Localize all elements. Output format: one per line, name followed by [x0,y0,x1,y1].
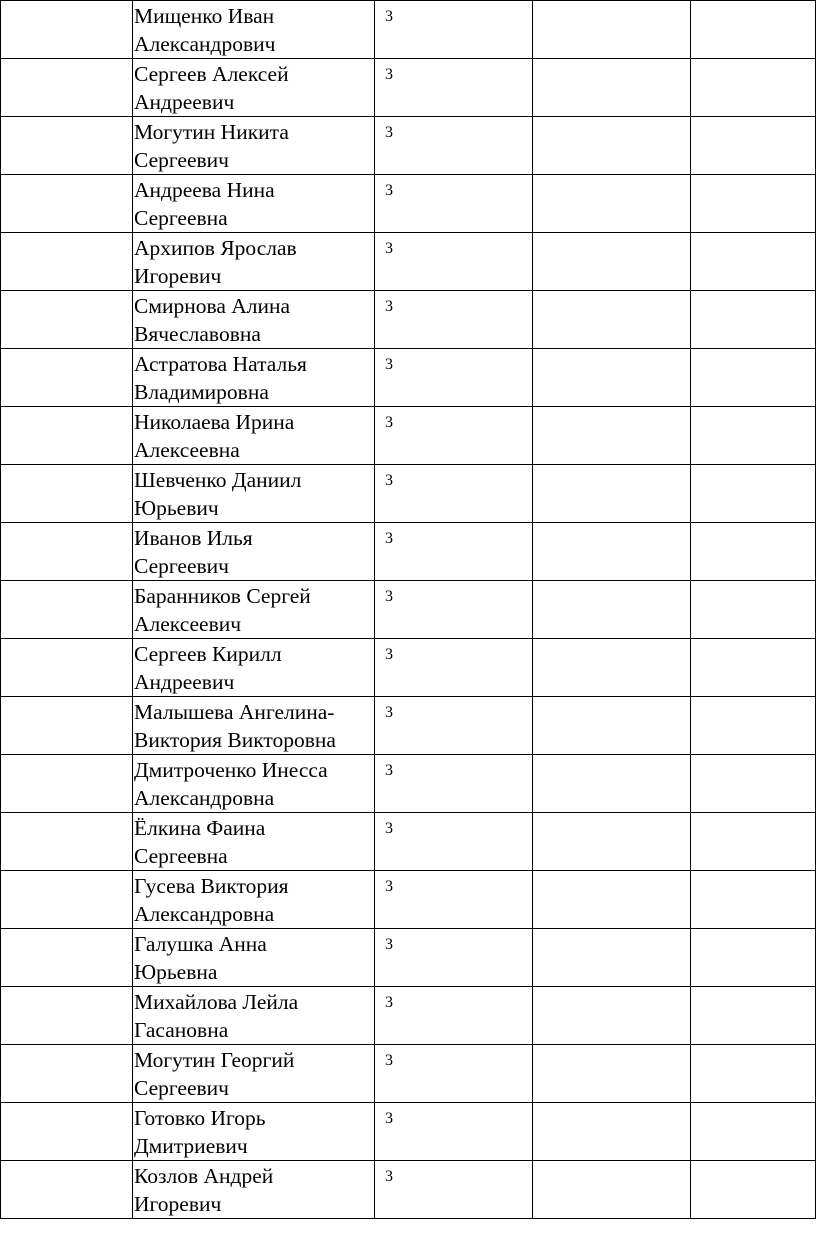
student-name-cell [133,871,375,929]
student-name-line2: Юрьевна [134,960,218,984]
empty-cell [691,1,816,59]
table-row [1,929,816,987]
empty-cell [533,349,691,407]
row-number-cell [1,987,133,1045]
student-name-cell [133,639,375,697]
table-row [1,697,816,755]
empty-cell [533,871,691,929]
empty-cell [691,175,816,233]
grade-cell: 3 [375,59,533,117]
table-row [1,1103,816,1161]
table-row [1,813,816,871]
student-name-line2: Сергеевна [134,844,228,868]
student-name-line1: Дмитроченко Инесса [134,758,328,782]
student-name-cell [133,291,375,349]
student-name-cell [133,1045,375,1103]
empty-cell [533,581,691,639]
student-name-line1: Николаева Ирина [134,410,295,434]
roster-body [1,1,816,1219]
student-name-line2: Андреевич [134,90,235,114]
empty-cell [691,1103,816,1161]
student-name-cell [133,1,375,59]
row-number-cell [1,291,133,349]
row-number-cell [1,233,133,291]
student-name-line1: Сергеев Алексей [134,62,289,86]
table-row [1,349,816,407]
empty-cell [533,1103,691,1161]
student-name-line2: Вячеславовна [134,322,261,346]
row-number-cell [1,1045,133,1103]
empty-cell [533,929,691,987]
student-name-line2: Игоревич [134,264,222,288]
student-name-line2: Сергеевич [134,1076,229,1100]
student-name-line1: Мищенко Иван [134,4,275,28]
row-number-cell [1,349,133,407]
table-row [1,175,816,233]
student-name-cell [133,1103,375,1161]
empty-cell [691,349,816,407]
empty-cell [533,697,691,755]
empty-cell [533,465,691,523]
row-number-cell [1,581,133,639]
grade-cell: 3 [375,581,533,639]
table-row [1,1,816,59]
empty-cell [691,697,816,755]
student-name-line1: Смирнова Алина [134,294,291,318]
empty-cell [533,175,691,233]
student-name-line1: Галушка Анна [134,932,267,956]
student-name-cell [133,233,375,291]
empty-cell [691,987,816,1045]
student-name-line2: Владимировна [134,380,269,404]
student-name-cell [133,929,375,987]
student-name-line2: Юрьевич [134,496,219,520]
row-number-cell [1,59,133,117]
student-name-cell [133,349,375,407]
empty-cell [533,291,691,349]
empty-cell [533,1,691,59]
empty-cell [533,1161,691,1219]
row-number-cell [1,523,133,581]
student-name-line2: Дмитриевич [134,1134,248,1158]
empty-cell [533,523,691,581]
table-row [1,233,816,291]
table-row [1,639,816,697]
student-name-cell [133,1161,375,1219]
grade-cell: 3 [375,407,533,465]
empty-cell [691,581,816,639]
student-name-line2: Сергеевна [134,206,228,230]
grade-cell: 3 [375,465,533,523]
empty-cell [533,117,691,175]
grade-cell: 3 [375,929,533,987]
grade-cell: 3 [375,1045,533,1103]
grade-cell: 3 [375,987,533,1045]
student-name-cell [133,581,375,639]
empty-cell [691,1161,816,1219]
empty-cell [691,59,816,117]
row-number-cell [1,813,133,871]
table-row [1,581,816,639]
grade-cell: 3 [375,755,533,813]
student-name-line1: Козлов Андрей [134,1164,274,1188]
grade-cell: 3 [375,871,533,929]
student-name-line1: Иванов Илья [134,526,253,550]
student-name-cell [133,117,375,175]
student-name-cell [133,175,375,233]
student-name-cell [133,987,375,1045]
empty-cell [691,233,816,291]
empty-cell [691,929,816,987]
student-name-line2: Александрович [134,32,276,56]
table-row [1,407,816,465]
student-name-line2: Алексеевич [134,612,242,636]
student-name-line2: Виктория Викторовна [134,728,336,752]
student-name-cell [133,465,375,523]
student-name-line1: Архипов Ярослав [134,236,297,260]
empty-cell [691,117,816,175]
empty-cell [533,755,691,813]
student-name-line1: Могутин Георгий [134,1048,295,1072]
table-row [1,1045,816,1103]
empty-cell [691,291,816,349]
empty-cell [533,813,691,871]
student-name-cell [133,59,375,117]
grade-cell: 3 [375,233,533,291]
student-name-cell [133,523,375,581]
student-name-line1: Баранников Сергей [134,584,311,608]
empty-cell [691,523,816,581]
empty-cell [533,1045,691,1103]
row-number-cell [1,1,133,59]
student-name-cell [133,407,375,465]
student-name-line1: Могутин Никита [134,120,289,144]
student-name-line2: Сергеевич [134,554,229,578]
row-number-cell [1,697,133,755]
grade-cell: 3 [375,349,533,407]
student-name-cell [133,697,375,755]
student-name-line2: Алексеевна [134,438,240,462]
empty-cell [691,755,816,813]
row-number-cell [1,755,133,813]
table-row [1,1161,816,1219]
row-number-cell [1,929,133,987]
empty-cell [691,813,816,871]
student-name-cell [133,755,375,813]
grade-cell: 3 [375,697,533,755]
grade-cell: 3 [375,291,533,349]
student-name-line1: Готовко Игорь [134,1106,266,1130]
row-number-cell [1,465,133,523]
row-number-cell [1,871,133,929]
row-number-cell [1,1103,133,1161]
student-name-line1: Малышева Ангелина- [134,700,335,724]
table-row [1,871,816,929]
table-row [1,291,816,349]
student-name-line1: Астратова Наталья [134,352,307,376]
row-number-cell [1,639,133,697]
empty-cell [691,871,816,929]
student-name-line1: Сергеев Кирилл [134,642,282,666]
student-name-line1: Ёлкина Фаина [134,816,266,840]
grade-cell: 3 [375,813,533,871]
row-number-cell [1,1161,133,1219]
student-name-line2: Александровна [134,786,275,810]
empty-cell [691,465,816,523]
student-name-cell [133,813,375,871]
student-name-line1: Михайлова Лейла [134,990,299,1014]
table-row [1,117,816,175]
student-name-line1: Гусева Виктория [134,874,289,898]
grade-cell: 3 [375,1103,533,1161]
row-number-cell [1,117,133,175]
row-number-cell [1,175,133,233]
student-name-line2: Андреевич [134,670,235,694]
grade-cell: 3 [375,1,533,59]
table-row [1,465,816,523]
student-name-line1: Шевченко Даниил [134,468,302,492]
grade-cell: 3 [375,175,533,233]
student-name-line2: Сергеевич [134,148,229,172]
table-row [1,523,816,581]
table-row [1,59,816,117]
empty-cell [533,639,691,697]
student-name-line2: Игоревич [134,1192,222,1216]
empty-cell [533,407,691,465]
empty-cell [691,407,816,465]
student-name-line2: Александровна [134,902,275,926]
grade-cell: 3 [375,1161,533,1219]
table-row [1,755,816,813]
table-row [1,987,816,1045]
student-name-line1: Андреева Нина [134,178,275,202]
student-name-line2: Гасановна [134,1018,229,1042]
grade-cell: 3 [375,523,533,581]
empty-cell [691,1045,816,1103]
empty-cell [533,59,691,117]
empty-cell [533,233,691,291]
row-number-cell [1,407,133,465]
empty-cell [533,987,691,1045]
grade-cell: 3 [375,117,533,175]
grade-cell: 3 [375,639,533,697]
empty-cell [691,639,816,697]
